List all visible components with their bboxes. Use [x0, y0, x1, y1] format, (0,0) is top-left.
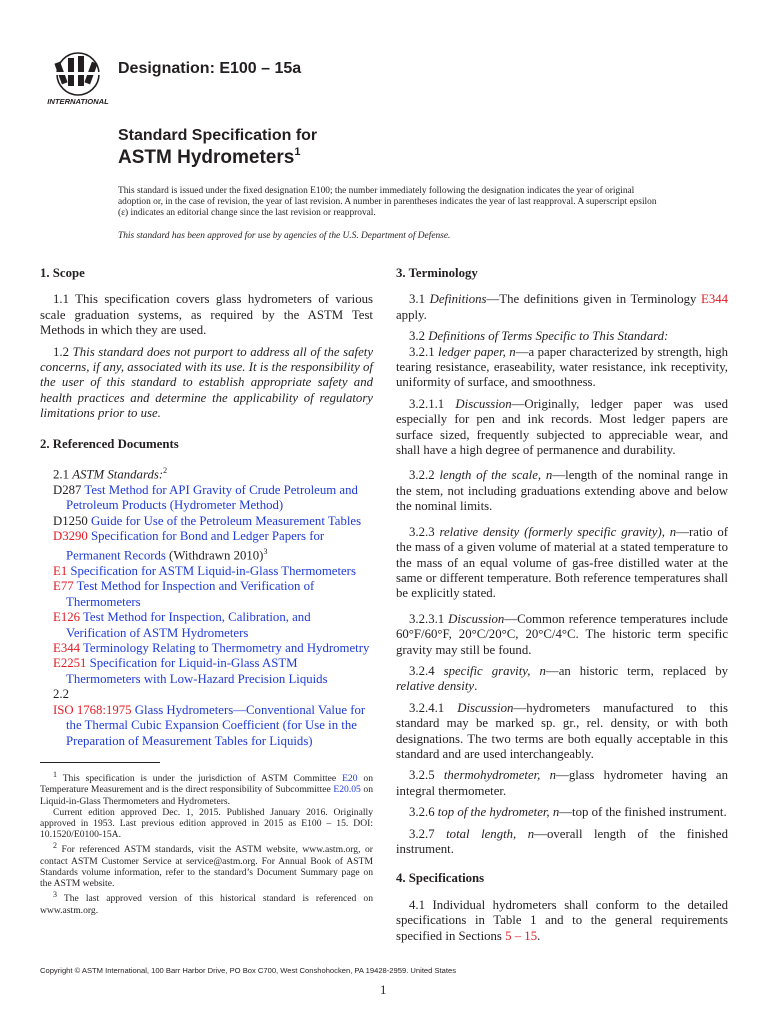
ref-e2251-link[interactable]: Specification for Liquid-in-Glass ASTM Thermometers with Low-Hazard Precision Liquids — [66, 656, 328, 686]
def-3-2-2: 3.2.2 length of the scale, n—length of the nominal range in the stem, not including graduations extending above and below the nominal limits. — [396, 468, 729, 514]
ref-e126[interactable]: E126 Test Method for Inspection, Calibration, and Verification of ASTM Hydrometers — [53, 610, 311, 640]
ref-iso-1768-link[interactable]: Glass Hydrometers—Conventional Value for the Thermal Cubic Expansion Coefficient (for Use in the Preparation of Measurement Tables for Liquids) — [66, 702, 366, 748]
right-column — [396, 266, 728, 944]
term-3-1-e344-link[interactable]: E344 — [701, 292, 729, 307]
def-3-2-1-1: 3.2.1.1 Discussion—Originally, ledger paper was used especially for pen and ink records. Most ledger papers are surface sized, frequently subjected to appreciable wear, and shall have a high degree of permanence and durability. — [396, 396, 729, 458]
title-line-2: ASTM Hydrometers — [118, 147, 295, 168]
footnotes — [40, 769, 373, 916]
def-3-2-3: 3.2.3 relative density (formerly specific gravity), n—ratio of the mass of a given volume of material at a stated temperature to the mass of an equal volume of gas-free distilled water at the same or different temperature. Both reference temperatures shall be explicitly stated. — [396, 524, 728, 601]
dod-statement: This standard has been approved for use by agencies of the U.S. Department of Defense. — [118, 231, 451, 241]
logo-text: INTERNATIONAL — [47, 97, 109, 106]
issue-statement: This standard is issued under the fixed designation E100; the number immediately following the designation indicates the year of original adoption or, in the case of revision, the year of last revision. A number in parentheses indicates the year of last reapproval. A superscript epsilon (ε) indicates an editorial change since the last revision or reapproval. — [118, 186, 657, 218]
ref-e1-link[interactable]: Specification for ASTM Liquid-in-Glass Thermometers — [70, 564, 356, 579]
ref-e344-link[interactable]: Terminology Relating to Thermometry and Hydrometry — [82, 641, 370, 656]
footnote-1: $^1$ This specification is under the jurisdiction of ASTM Committee E20 on Temperature Measurement and is the direct responsibility of Subcommittee E20.05 on Liquid-in-Glass Thermometers and Hydrometers. — [40, 770, 373, 807]
ref-e126-link[interactable]: Test Method for Inspection, Calibration, and Verification of ASTM Hydrometers — [66, 610, 311, 640]
footnote-e2005-link[interactable]: E20.05 — [333, 784, 361, 796]
def-3-2-1: 3.2.1 ledger paper, n—a paper characterized by strength, high tearing resistance, eraseability, water resistance, ink receptivity, uniformity of surface, and smoothness. — [396, 344, 729, 390]
def-3-2-4: 3.2.4 specific gravity, n—an historic term, replaced by relative density. — [396, 663, 729, 694]
ref-e1[interactable]: E1 Specification for ASTM Liquid-in-Glass Thermometers — [53, 564, 356, 579]
section-4-heading: 4. Specifications — [396, 871, 485, 886]
footnote-3: $^3$ The last approved version of this historical standard is referenced on www.astm.org. — [40, 890, 373, 916]
footnote-edition: Current edition approved Dec. 1, 2015. Published January 2016. Originally approved in 1953. Last previous edition approved in 2015 as E100 – 15. DOI: 10.1520/E0100-15A. — [40, 806, 373, 841]
designation: Designation: E100 – 15a — [118, 60, 302, 77]
title-line-1: Standard Specification for — [118, 127, 318, 144]
ref-d1250[interactable]: D1250 Guide for Use of the Petroleum Measurement Tables — [53, 513, 362, 528]
footnote-2: $^2$ For referenced ASTM standards, visit the ASTM website, www.astm.org, or contact ASTM Customer Service at service@astm.org. For Annual Book of ASTM Standards volume information, refer to the standard’s Document Summary page on the ASTM website. — [40, 841, 373, 890]
term-3-1: 3.1 Definitions—The definitions given in Terminology E344 apply. — [396, 292, 729, 322]
refdocs-2-2: 2.2 — [53, 687, 69, 702]
ref-d3290[interactable]: D3290 Specification for Bond and Ledger Papers for Permanent Records (Withdrawn 2010)$^3$ — [53, 528, 325, 563]
page-title — [118, 146, 300, 169]
section-2-heading: 2. Referenced Documents — [40, 436, 179, 451]
ref-e77[interactable]: E77 Test Method for Inspection and Verification of Thermometers — [53, 579, 315, 609]
page-number: 1 — [380, 983, 387, 997]
def-3-2-5: 3.2.5 thermohydrometer, n—glass hydrometer having an integral thermometer. — [396, 768, 728, 798]
ref-e2251[interactable]: E2251 Specification for Liquid-in-Glass ASTM Thermometers with Low-Hazard Precision Liquids — [53, 656, 328, 686]
section-1-heading: 1. Scope — [40, 266, 85, 280]
term-3-2: 3.2 Definitions of Terms Specific to This Standard: — [409, 329, 669, 344]
ref-e77-link[interactable]: Test Method for Inspection and Verification of Thermometers — [66, 579, 315, 609]
ref-d3290-link[interactable]: Specification for Bond and Ledger Papers for Permanent Records — [66, 528, 325, 563]
ref-d287[interactable]: D287 Test Method for API Gravity of Crude Petroleum and Petroleum Products (Hydrometer Method) — [53, 482, 358, 513]
scope-1-1: 1.1 This specification covers glass hydrometers of various scale graduation systems, as required by the ASTM Test Methods in which they are used. — [40, 292, 373, 338]
footnote-rule — [40, 762, 160, 763]
def-3-2-6: 3.2.6 top of the hydrometer, n—top of the finished instrument. — [409, 805, 727, 820]
spec-4-1: 4.1 Individual hydrometers shall conform to the detailed specifications in Table 1 and to the general requirements specified in Sections 5 – 15. — [396, 897, 728, 943]
ref-d287-link[interactable]: Test Method for API Gravity of Crude Petroleum and Petroleum Products (Hydrometer Method) — [66, 482, 358, 513]
title-footnote-mark: 1 — [294, 146, 301, 158]
ref-iso-1768[interactable]: ISO 1768:1975 Glass Hydrometers—Conventional Value for the Thermal Cubic Expansion Coefficient (for Use in the Preparation of Measurement Tables for Liquids) — [53, 702, 366, 748]
ref-d1250-link[interactable]: Guide for Use of the Petroleum Measurement Tables — [91, 513, 362, 528]
copyright-notice: Copyright © ASTM International, 100 Barr Harbor Drive, PO Box C700, West Conshohocken, PA 19428-2959. United States — [40, 966, 457, 975]
section-3-heading: 3. Terminology — [396, 266, 478, 280]
refdocs-2-1: 2.1 ASTM Standards:$^2$ — [53, 466, 168, 482]
sections-5-15-link[interactable]: 5 – 15 — [505, 928, 538, 943]
astm-logo — [44, 50, 112, 108]
ref-e344[interactable]: E344 Terminology Relating to Thermometry and Hydrometry — [53, 641, 370, 656]
left-column — [40, 266, 373, 749]
def-3-2-3-1: 3.2.3.1 Discussion—Common reference temperatures include 60°F/60°F, 20°C/20°C, 20°C/4°C. The historic term specific gravity may still be found. — [396, 611, 728, 657]
footnote-e20-link[interactable]: E20 — [342, 773, 358, 785]
def-3-2-4-1: 3.2.4.1 Discussion—hydrometers manufactured to this standard may be marked sp. gr., rel. density, or with both designations. The two terms are both equally acceptable in this standard and are used interchangeably. — [396, 700, 729, 761]
def-3-2-7: 3.2.7 total length, n—overall length of the finished instrument. — [396, 826, 729, 856]
scope-1-2: 1.2 This standard does not purport to address all of the safety concerns, if any, associated with its use. It is the responsibility of the user of this standard to establish appropriate safety and health practices and determine the applicability of regulatory limitations prior to use. — [40, 344, 374, 421]
